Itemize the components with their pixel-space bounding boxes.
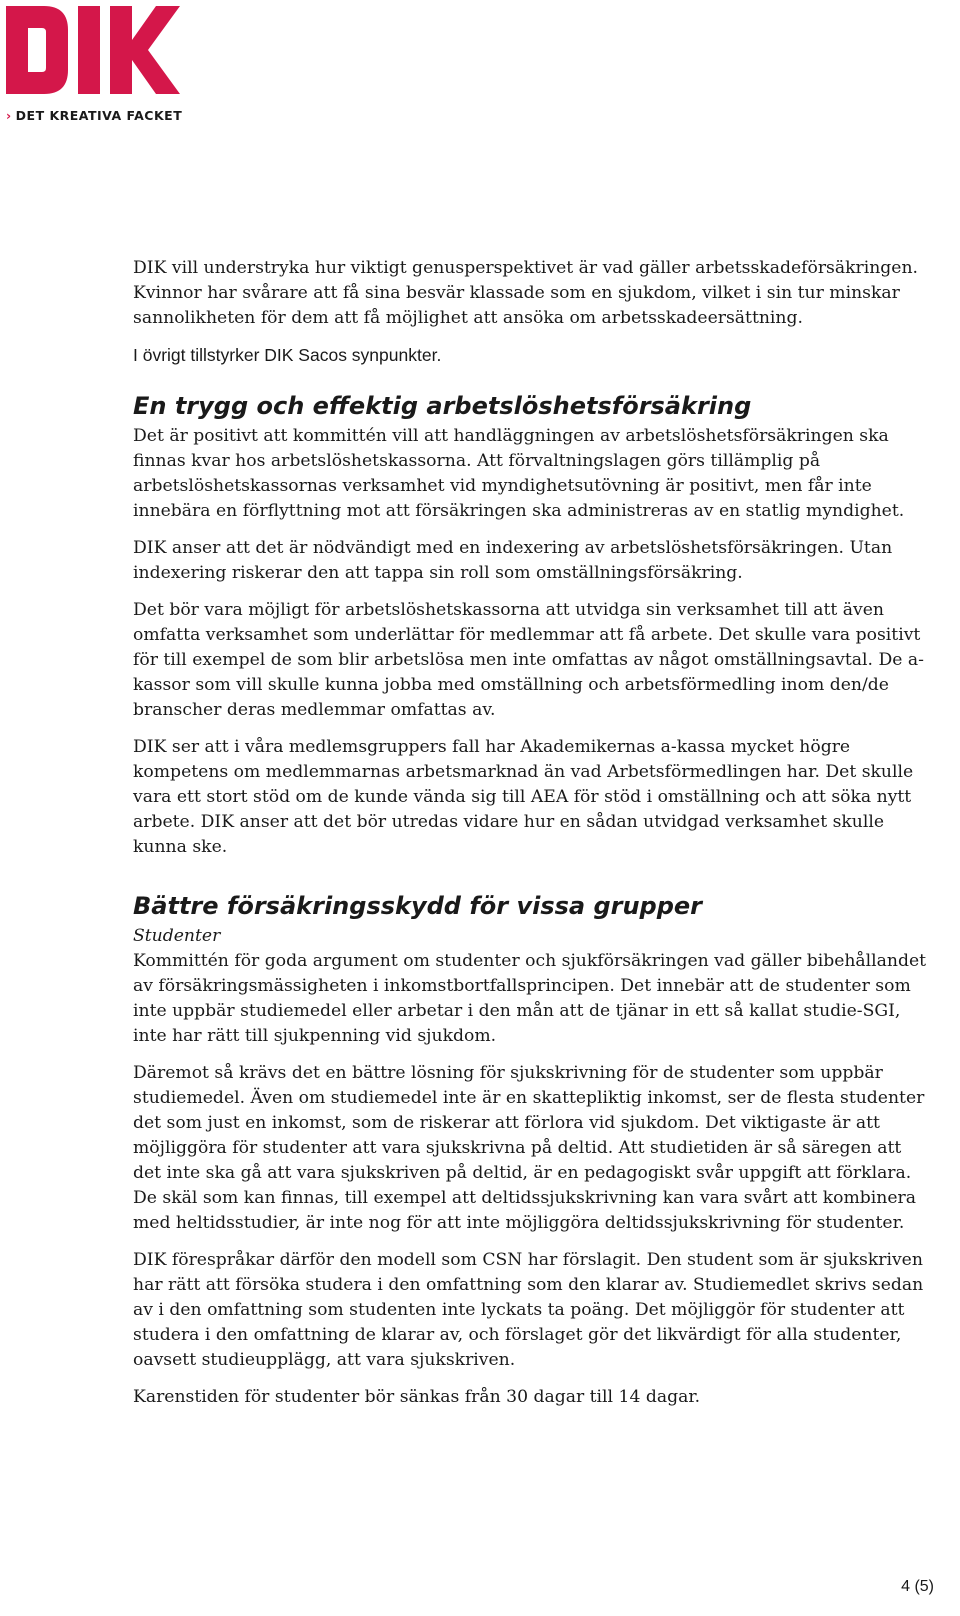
- paragraph-csn-model: DIK förespråkar därför den modell som CSN har förslagit. Den student som är sjukskriven har rätt att försöka studera i den omfattning som den klarar av. Studiemedlet skrivs sedan av i den omfattning som studenten inte lyckats ta poäng. Det möjliggör för studenter att studera i den omfattning de klarar av, och förslaget gör det likvärdigt för alla studenter, oavsett studieupplägg, att vara sjukskriven.: [133, 1250, 924, 1370]
- paragraph-part-time-sick-leave: Däremot så krävs det en bättre lösning för sjukskrivning för de studenter som uppbär studiemedel. Även om studiemedel inte är en skattepliktig inkomst, ser de flesta studenter det som just en inkomst, som de riskerar att förlora vid sjukdom. Det viktigaste är att möjliggöra för studenter att vara sjukskrivna på deltid. Att studietiden är så säregen att det inte ska gå att vara sjukskriven på deltid, är en pedagogiskt svår uppgift att förklara. De skäl som kan finnas, till exempel att deltidssjukskrivning kan vara svårt att kombinera med heltidsstudier, är inte nog för att inte möjliggöra deltidssjukskrivning för studenter.: [133, 1063, 925, 1233]
- paragraph-akademikernas-akassa: DIK ser att i våra medlemsgruppers fall har Akademikernas a-kassa mycket högre kompetens om medlemmarnas arbetsmarknad än vad Arbetsförmedlingen har. Det skulle vara ett stort stöd om de kunde vända sig till AEA för stöd i omställning och att söka nytt arbete. DIK anser att det bör utredas vidare hur en sådan utvidgad verksamhet skulle kunna ske.: [133, 737, 914, 857]
- subheading-students: Studenter: [133, 926, 221, 946]
- paragraph-extended-activity: Det bör vara möjligt för arbetslöshetskassorna att utvidga sin verksamhet till att även omfatta verksamhet som underlättar för medlemmar att få arbete. Det skulle vara positivt för till exempel de som blir arbetslösa men inte omfattas av något omställningsavtal. De a-kassor som vill skulle kunna jobba med omställning och arbetsförmedling inom den/de branscher deras medlemmar omfattas av.: [133, 600, 924, 720]
- heading-unemployment-insurance: En trygg och effektig arbetslöshetsförsäkring: [133, 392, 752, 420]
- tagline-text: DET KREATIVA FACKET: [15, 108, 183, 123]
- heading-better-insurance: Bättre försäkringsskydd för vissa grupper: [133, 892, 703, 920]
- dik-logo-mark: [6, 6, 180, 96]
- paragraph-students-sickness: Kommittén för goda argument om studenter och sjukförsäkringen vad gäller bibehållandet av försäkringsmässigheten i inkomstbortfallsprincipen. Det innebär att de studenter som inte uppbär studiemedel eller arbetar i den mån att de tjänar in ett så kallat studie-SGI, inte har rätt till sjukpenning vid sjukdom.: [133, 951, 927, 1046]
- dik-logo: [6, 6, 186, 123]
- paragraph-handling: Det är positivt att kommittén vill att handläggningen av arbetslöshetsförsäkringen ska finnas kvar hos arbetslöshetskassorna. Att förvaltningslagen görs tillämplig på arbetslöshetskassornas verksamhet vid myndighetsutövning är positivt, men får inte innebära en förflyttning mot att försäkringen ska administreras av en statlig myndighet.: [133, 426, 905, 521]
- paragraph-gender-perspective: DIK vill understryka hur viktigt genusperspektivet är vad gäller arbetsskadeförsäkringen. Kvinnor har svårare att få sina besvär klassade som en sjukdom, vilket i sin tur minskar sannolikheten för dem att få möjlighet att ansöka om arbetsskadeersättning.: [133, 258, 919, 328]
- document-body: [133, 256, 933, 1422]
- page-number: 4 (5): [901, 1578, 934, 1595]
- paragraph-waiting-period: Karenstiden för studenter bör sänkas från 30 dagar till 14 dagar.: [133, 1387, 701, 1407]
- paragraph-endorsement: I övrigt tillstyrker DIK Sacos synpunkter.: [133, 345, 442, 365]
- paragraph-indexation: DIK anser att det är nödvändigt med en indexering av arbetslöshetsförsäkringen. Utan indexering riskerar den att tappa sin roll som omställningsförsäkring.: [133, 538, 893, 583]
- chevron-right-icon: ›: [6, 108, 12, 123]
- logo-tagline: [6, 108, 186, 123]
